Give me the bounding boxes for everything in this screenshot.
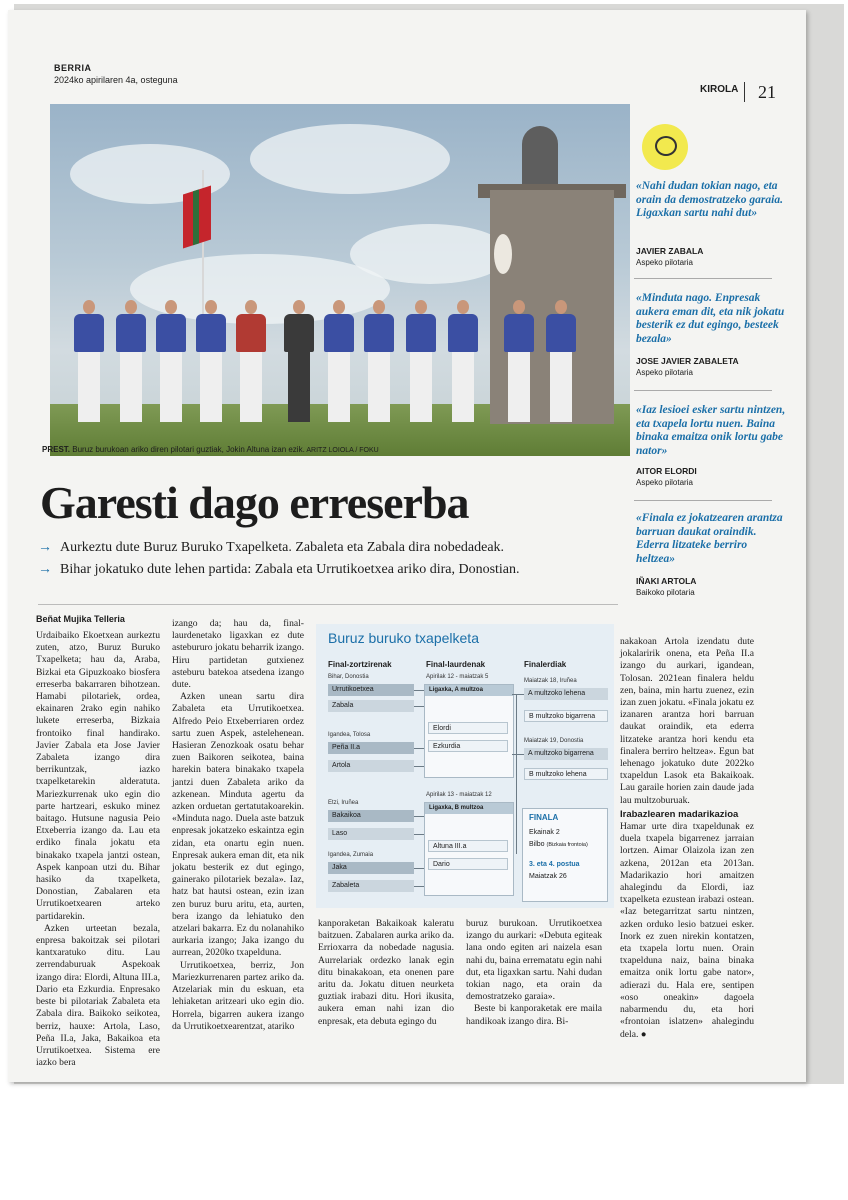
article-column-3: [318, 918, 454, 1028]
header-divider: [744, 82, 745, 102]
quote-divider: [634, 390, 772, 391]
publication-name: BERRIA: [54, 63, 92, 73]
quote-role: Aspeko pilotaria: [636, 258, 693, 267]
quote-divider: [634, 500, 772, 501]
caption-text: Buruz burukoan ariko diren pilotari guztiak, Jokin Altuna izan ezik.: [70, 445, 305, 454]
quote-divider: [634, 278, 772, 279]
subheading: Irabazlearen madarikazioa: [620, 808, 739, 820]
masthead: [54, 62, 178, 86]
third-place-title: 3. eta 4. postua: [529, 861, 580, 868]
semifinal-slot: B multzoko lehena: [524, 768, 608, 780]
arrow-icon: →: [38, 562, 52, 577]
group-label: Ligaxka, B multzoa: [425, 803, 513, 814]
quote-text: «Nahi dudan tokian nago, eta orain da demostratzeko garaia. Ligaxkan sartu nahi dut»: [636, 180, 783, 219]
match-venue: Etzi, Iruñea: [328, 800, 359, 806]
article-column-4: [466, 918, 602, 1028]
deck-divider: [38, 604, 618, 605]
quote-text: «Iaz lesioei esker sartu nintzen, eta txapela lortu nuen. Baina binaka emaitza onik lortu gabe nator»: [636, 404, 786, 457]
arrow-icon: →: [38, 540, 52, 555]
article-column-1: [36, 630, 160, 1069]
quote-role: Aspeko pilotaria: [636, 478, 693, 487]
player-slot: Bakaikoa: [328, 810, 414, 822]
section-name: KIROLA: [700, 84, 739, 95]
paragraph: kanporaketan Bakaikoak kaleratu baitzuen. Zabalaren aurka ariko da. Errioxarra da nobedade nagusia. Aurrelariak ordezko lanak egin ditu binakakoan, eta onenen pare aritu da. Jokatu dituen neurketa guztiak irabazi ditu. Hori ikusita, aukera eman nahi izan dio enpresak, eta debuta egingo du: [318, 918, 454, 1027]
group-label: Ligaxka, A multzoa: [425, 685, 513, 696]
final-date: Ekainak 2: [529, 829, 560, 836]
match-date: Maiatzak 18, Iruñea: [524, 678, 577, 684]
player-slot: Zabaleta: [328, 880, 414, 892]
column-heading: Final-laurdenak: [426, 660, 486, 669]
quote-author: AITOR ELORDI: [636, 466, 697, 476]
paragraph: Hamar urte dira txapeldunak ez duela txapela bigarrenez jarraian lortzen. Aimar Olaizola izan zen azkena, 2012an eta 2013an. Madarikazio hori amaitzen ahalegindu da Elordi, iaz txapelketa ezustean irabazi ostean. «Iaz betegarritzat sartu nintzen, azken orduko lesio batzuei esker. Inork ez zuen nirekin kontatzen, eta txapela lortu nuen. Orain txapelduna naiz, baina binaka emaitza onik lortu gabe nator», adierazi du. Hala ere, sentipen «oso oneakin» dagoela nabarmendu du, eta hori «frontoian islatzen» ahalegindu dela. ●: [620, 821, 754, 1040]
paragraph: izango da; hau da, final-laurdenetako ligaxkan ez dute astebururo jokatu beharrik izango. Hiru partidetan gutxienez asteburu batekoa atsedena izango dute.: [172, 618, 304, 691]
quote-text: «Minduta nago. Enpresak aukera eman dit, eta nik jokatu besterik ez dut egingo, besteek bezala»: [636, 292, 785, 345]
paragraph: Azken unean sartu dira Zabaleta eta Urrutikoetxea. Alfredo Peio Etxeberriaren ordez sartu zuen Aspek, astelehenean. Hasieran Zenozkoak osatu behar zuen Baikoren seikotea, baina harekin batera binakako txapela jantzi duen Zabaleta ariko da azkenean. Minduta agertu da azken orduetan gertatutakoarekin. «Minduta nago. Duela aste batzuk enpresak jokatzeko eskaintza egin zidan, eta onartu egin nuen. Enpresak aukera eman dit, eta nik jokatu besterik ez dut egingo, gainerako pilotariek bezala». Iaz, hatz bat hautsi ostean, ezin izan zen buruz buru aritu, eta, aurten, bera izango da lehiatuko den atzelari bakarra. Ez du nolanahiko aurkaria izango; Jaka izango du aurrean, 2020ko txapelduna.: [172, 691, 304, 959]
bracket-title: Buruz buruko txapelketa: [328, 630, 479, 646]
seeded-player: Ezkurdia: [428, 740, 508, 752]
group-dates: Apirilak 13 - maiatzak 12: [426, 792, 492, 798]
player-slot: Urrutikoetxea: [328, 684, 414, 696]
deck-line: [38, 562, 520, 578]
paragraph: Beste bi kanporaketak ere maila handikoak izango dira. Bi-: [466, 1003, 602, 1027]
byline: Beñat Mujika Telleria: [36, 614, 125, 624]
lighthouse-lantern: [522, 126, 558, 186]
tournament-bracket: [316, 624, 614, 908]
deck-line: [38, 540, 504, 556]
semifinal-slot: A multzoko bigarrena: [524, 748, 608, 760]
deck-text: Aurkeztu dute Buruz Buruko Txapelketa. Zabaleta eta Zabala dira nobedadeak.: [60, 540, 505, 555]
article-column-2: [172, 618, 304, 1033]
player-slot: Laso: [328, 828, 414, 840]
seeded-player: Elordi: [428, 722, 508, 734]
clock-icon: [494, 234, 512, 274]
final-title: FINALA: [529, 813, 559, 822]
issue-date: 2024ko apirilaren 4a, osteguna: [54, 75, 178, 85]
player-slot: Artola: [328, 760, 414, 772]
quote-author: JOSE JAVIER ZABALETA: [636, 356, 739, 366]
semifinal-slot: A multzoko lehena: [524, 688, 608, 700]
photo-credit: ARITZ LOIOLA / FOKU: [304, 447, 379, 454]
match-venue: Igandea, Tolosa: [328, 732, 371, 738]
group-dates: Apirilak 12 - maiatzak 5: [426, 674, 489, 680]
caption-lead: PREST.: [42, 445, 71, 454]
seeded-player: Dario: [428, 858, 508, 870]
quote-role: Aspeko pilotaria: [636, 368, 693, 377]
paragraph: Azken urteetan bezala, enpresa bakoitzak sei pilotari kantxaratuko ditu. Lau zerrendaburuak Aspekoak izango dira: Elordi, Altuna III.a, Dario eta Ezkurdia. Enpresako beste bi pilotariak Zabaleta eta Zabala dira. Baikoko seikotea, berriz, hauxe: Artola, Laso, Peña II.a, Jaka, Bakaikoa eta Urrutikoetxea. Sistema ere iazko bera: [36, 922, 160, 1069]
match-venue: Bihar, Donostia: [328, 674, 369, 680]
quote-role: Baikoko pilotaria: [636, 588, 695, 597]
photo-caption: [42, 444, 632, 456]
paragraph: Urrutikoetxea, berriz, Jon Mariezkurrenaren partez ariko da. Atzelariak min du eskuan, eta lehiaketan aritzeari uko egin dio. Horrela, bigarren aukera izango da Urrutikoetxearentzat, atariko: [172, 959, 304, 1032]
deck-text: Bihar jokatuko dute lehen partida: Zabala eta Urrutikoetxea ariko dira, Donostian.: [60, 562, 520, 577]
match-venue: Igandea, Zumaia: [328, 852, 374, 858]
match-date: Maiatzak 19, Donostia: [524, 738, 584, 744]
column-heading: Finalerdiak: [524, 660, 567, 669]
semifinal-slot: B multzoko bigarrena: [524, 710, 608, 722]
article-column-5: [620, 636, 754, 1041]
quote-text: «Finala ez jokatzearen arantza barruan daukat oraindik. Ederra litzateke berriro heltzea»: [636, 512, 783, 565]
third-place-date: Maiatzak 26: [529, 873, 567, 880]
paragraph: Urdaibaiko Ekoetxean aurkeztu zuten, atzo, Buruz Buruko Txapelketa; hau da, Araba, Bizkai eta Gipuzkoako biosfera erreserba bakarraren bihotzean. Hamabi pilotariek, ordea, ekainaren 2rako egin nahiko lukete erreserba, Bizkaia frontoiko final handirako. Javier Zabala eta Jose Javier Zabaleta izango dira berrikuntzak, iazko txapelketarekin alderatuta. Mariezkurrenak uko egin dio parte hartzeari, eskuko minez baitago. Hutsune nagusia Peio Etxeberria izango da. Lau eta erdiko finala jokatu eta binakako txapela jantzi ostean, Aspek kanpoan utzi du. Bihar hasiko da txapelketa, Donostian, Zabalaren eta Urrutikoetxearen arteko partidarekin.: [36, 630, 160, 922]
page-number: 21: [758, 82, 776, 102]
final-box: [522, 808, 608, 902]
quote-author: IÑAKI ARTOLA: [636, 576, 697, 586]
player-slot: Peña II.a: [328, 742, 414, 754]
final-venue: Bilbo (Bizkaia frontoia): [529, 841, 588, 848]
seeded-player: Altuna III.a: [428, 840, 508, 852]
player-slot: Jaka: [328, 862, 414, 874]
basque-flag: [183, 185, 211, 248]
paragraph: nakakoan Artola izendatu dute jokalaririk onena, eta Peña II.a izango du aurkari, igandean, Tolosan. 2021ean finalera heldu zen, baina, min hartu zuenez, ezin izan zuen jokatu. «Finala jokatu ez izanaren arantza hori barruan daukat oraindik, eta ederra litzateke arantza hori kendu eta finalera berriro heltzea». Egun bat lehenago jokatuko dute 2022ko txapeldun Lasok eta Bakaikoak. Lau garaile horien zain daude jada lau multzoburuak.: [620, 636, 754, 806]
column-heading: Final-zortzirenak: [328, 660, 392, 669]
speech-bubble-icon: [642, 124, 688, 170]
headline: Garesti dago erreserba: [40, 477, 469, 528]
paragraph: buruz burukoan. Urrutikoetxea izango du aurkari: «Debuta egiteak lana ondo egiten ari naizela esan nahi du, baina errematatu egin nahi dut, eta ligaxkan sartu. Nahi dudan tokian nago, eta orain da demostratzeko garaia».: [466, 918, 602, 1003]
quote-author: JAVIER ZABALA: [636, 246, 704, 256]
player-slot: Zabala: [328, 700, 414, 712]
team-photo: [50, 104, 630, 456]
